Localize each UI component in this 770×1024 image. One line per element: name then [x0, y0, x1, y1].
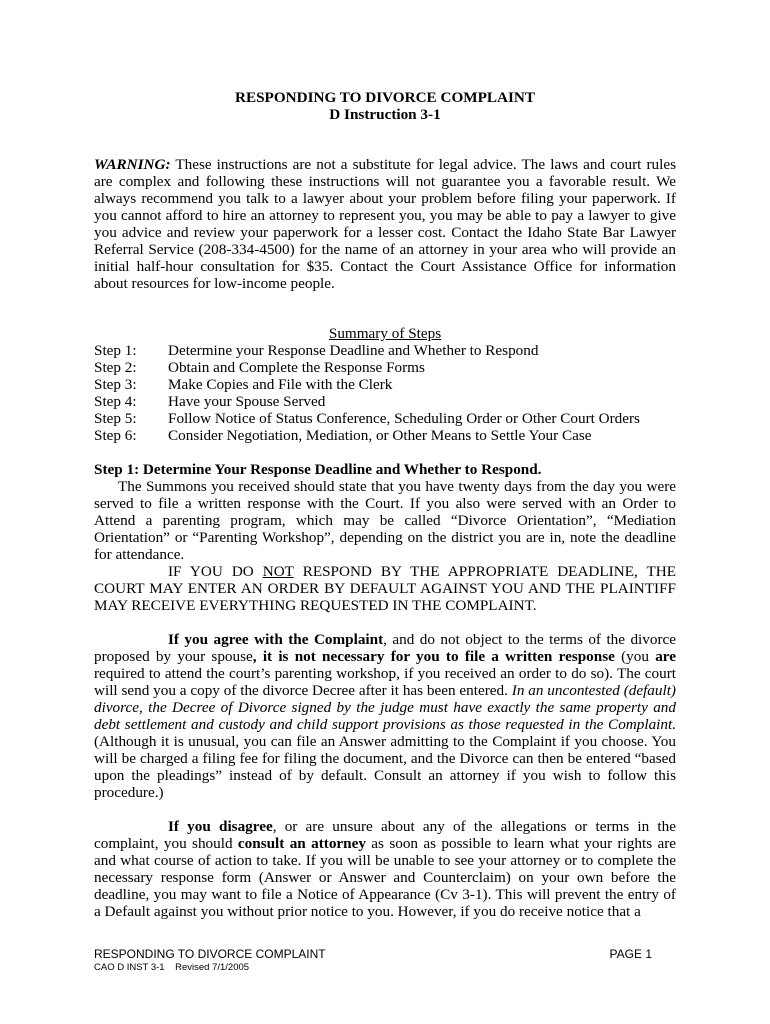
step-number: Step 2:: [94, 359, 137, 376]
list-item: [94, 410, 694, 427]
disagree-text-2: as soon as possible to learn what your rights are and what course of action to take. If you will be unable to see your attorney or to complete the necessary response form (Answer or Answer and Counterclaim) on your own before the deadline, you may want to file a Notice of Appearance (Cv 3-1). This will prevent the entry of a Default against you without prior notice to you. However, if you do receive notice that a: [94, 835, 677, 920]
document-title: RESPONDING TO DIVORCE COMPLAINT: [235, 89, 535, 106]
page-footer: [94, 947, 652, 961]
default-warning-text-a: IF YOU DO: [168, 563, 263, 580]
agree-text-1: , and do not object to the terms of the divorce proposed by your spouse: [94, 631, 676, 665]
warning-paragraph: [94, 156, 676, 292]
agree-text-4: (Although it is unusual, you can file an Answer admitting to the Complaint if you choose. You will be charged a filing fee for filing the document, and the Divorce can then be entered “based upon the pleadings” instead of by default. Consult an attorney if you wish to follow this procedure.): [94, 733, 676, 801]
step-text: Follow Notice of Status Conference, Scheduling Order or Other Court Orders: [168, 410, 640, 427]
summary-heading: Summary of Steps: [328, 325, 442, 342]
footer-form-code: CAO D INST 3-1 Revised 7/1/2005: [94, 962, 250, 973]
disagree-text-1: , or are unsure about any of the allegations or terms in the complaint, you should: [94, 818, 676, 852]
default-warning-paragraph: [94, 563, 676, 614]
disagree-bold-2: consult an attorney: [237, 835, 366, 852]
step1-heading: Step 1: Determine Your Response Deadline and Whether to Respond.: [94, 461, 542, 478]
step-text: Have your Spouse Served: [168, 393, 326, 410]
step-text: Consider Negotiation, Mediation, or Other Means to Settle Your Case: [168, 427, 592, 444]
disagree-paragraph: [94, 818, 676, 920]
document-subtitle: D Instruction 3-1: [329, 106, 441, 123]
list-item: [94, 342, 694, 359]
footer-title: RESPONDING TO DIVORCE COMPLAINT: [94, 947, 326, 961]
agree-bold-2: , it is not necessary for you to file a written response: [252, 648, 615, 665]
agree-italic: In an uncontested (default) divorce, the Decree of Divorce signed by the judge must have exactly the same property and debt settlement and custody and child support provisions as those requested in the Complaint.: [94, 682, 676, 733]
step-text: Determine your Response Deadline and Whether to Respond: [168, 342, 539, 359]
list-item: [94, 359, 694, 376]
disagree-lead: If you disagree: [168, 818, 273, 835]
step-number: Step 4:: [94, 393, 137, 410]
step-text: Obtain and Complete the Response Forms: [168, 359, 425, 376]
step-number: Step 6:: [94, 427, 137, 444]
steps-list: [94, 342, 694, 444]
agree-paragraph: [94, 631, 676, 801]
warning-text: These instructions are not a substitute for legal advice. The laws and court rules are complex and following these instructions will not guarantee you a favorable result. We always recommend you talk to a lawyer about your problem before filing your paperwork. If you cannot afford to hire an attorney to represent you, you may be able to pay a lawyer to give you advice and review your paperwork for a lesser cost. Contact the Idaho State Bar Lawyer Referral Service (208-334-4500) for the name of an attorney in your area who will provide an initial half-hour consultation for $35. Contact the Court Assistance Office for information about resources for low-income people.: [94, 156, 676, 292]
step1-paragraph: The Summons you received should state that you have twenty days from the day you were served to file a written response with the Court. If you also were served with an Order to Attend a parenting program, which may be called “Divorce Orientation”, “Mediation Orientation” or “Parenting Workshop”, depending on the district you are in, note the deadline for attendance.: [94, 478, 676, 563]
agree-text-3: required to attend the court’s parenting workshop, if you received an order to do so). The court will send you a copy of the divorce Decree after it has been entered.: [94, 665, 676, 699]
agree-text-2: (you: [614, 648, 656, 665]
step-number: Step 3:: [94, 376, 137, 393]
default-warning-text-b: RESPOND BY THE APPROPRIATE DEADLINE, THE COURT MAY ENTER AN ORDER BY DEFAULT AGAINST YOU AND THE PLAINTIFF MAY RECEIVE EVERYTHING REQUESTED IN THE COMPLAINT.: [94, 563, 677, 614]
page-number: PAGE 1: [609, 947, 652, 961]
step-number: Step 1:: [94, 342, 137, 359]
default-warning-not: NOT: [262, 563, 294, 580]
list-item: [94, 393, 694, 410]
agree-lead: If you agree with the Complaint: [168, 631, 384, 648]
list-item: [94, 427, 694, 444]
warning-label: WARNING:: [94, 156, 171, 173]
agree-bold-3: are: [655, 648, 677, 665]
list-item: [94, 376, 694, 393]
step-text: Make Copies and File with the Clerk: [168, 376, 393, 393]
step-number: Step 5:: [94, 410, 137, 427]
